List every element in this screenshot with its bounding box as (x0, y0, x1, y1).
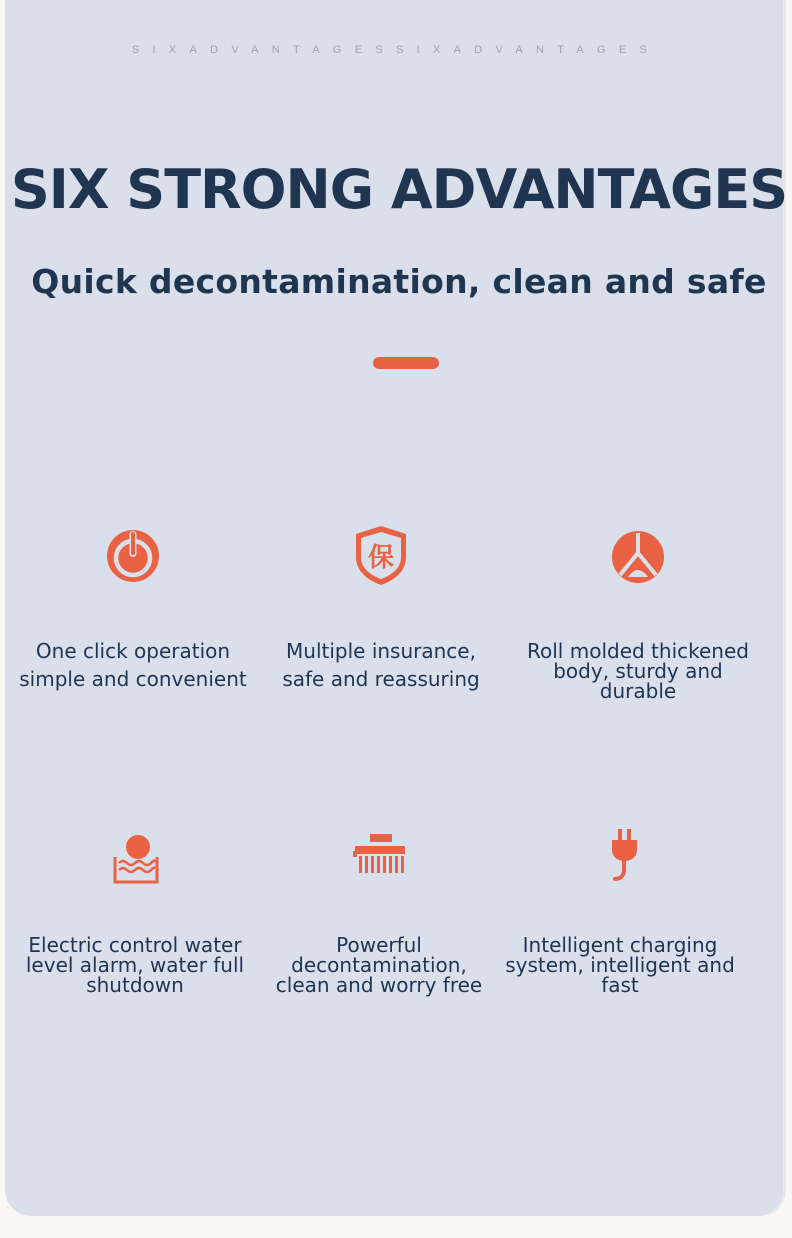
plug-icon (590, 824, 650, 888)
feature-label: Intelligent charging system, intelligent and fast (505, 933, 735, 997)
feature-label: Electric control water level alarm, water full shutdown (25, 933, 245, 997)
shield-icon (351, 523, 411, 587)
feature-label: Roll molded thickened body, sturdy and durable (527, 639, 749, 703)
page-subtitle: Quick decontamination, clean and safe (31, 262, 767, 301)
svg-text:保: 保 (367, 543, 395, 573)
page-title: SIX STRONG ADVANTAGES (10, 158, 788, 221)
feature-label: Multiple insurance, safe and reassuring (282, 639, 480, 691)
fan-icon (608, 523, 668, 587)
header-ticker: SIXADVANTAGESSIXADVANTAGES (131, 44, 661, 56)
accent-divider (373, 357, 439, 369)
brush-icon (349, 826, 409, 890)
feature-label: One click operation simple and convenient (19, 639, 247, 691)
feature-label: Powerful decontamination, clean and worry free (275, 933, 483, 997)
water-level-icon (105, 826, 165, 890)
power-icon (103, 523, 163, 587)
